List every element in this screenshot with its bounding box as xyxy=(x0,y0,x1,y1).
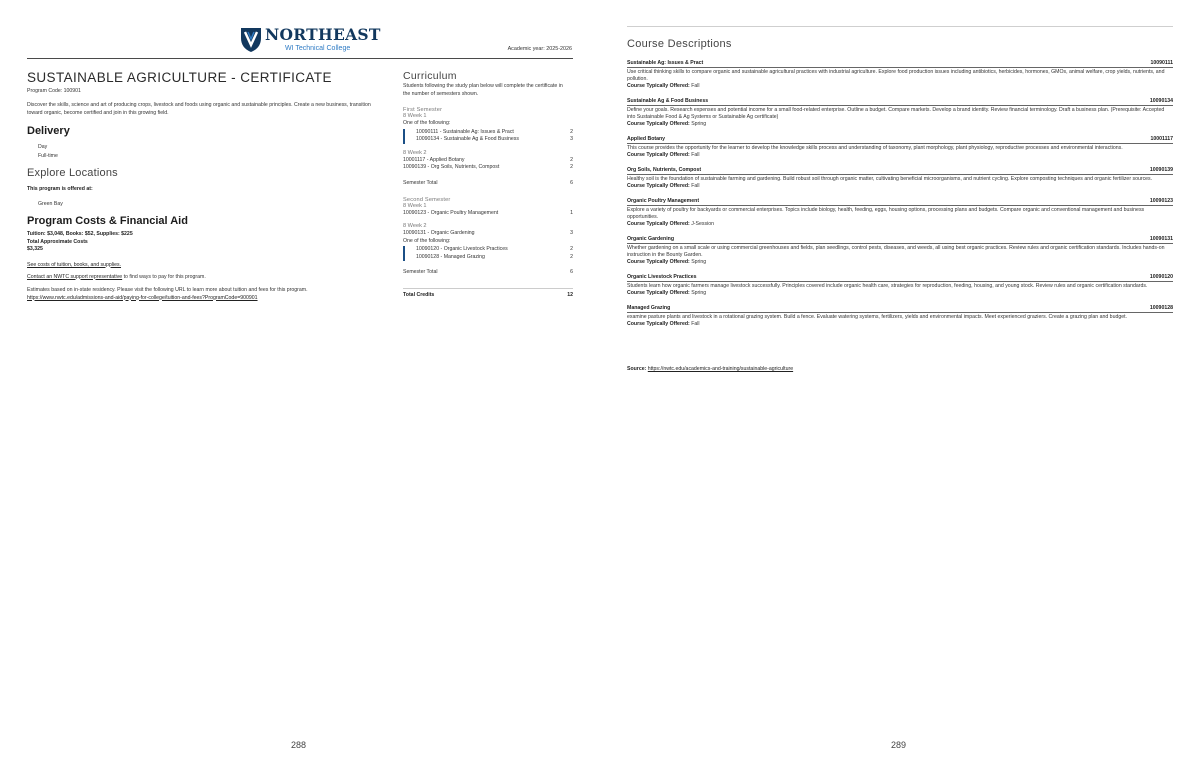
course-header xyxy=(627,274,1173,282)
course-entry xyxy=(627,167,1173,190)
offered-label: Course Typically Offered: xyxy=(627,83,690,89)
offered-term: Spring xyxy=(689,121,707,127)
offered-label: Course Typically Offered: xyxy=(627,183,690,189)
course-credits: 2 xyxy=(570,156,573,163)
first-semester-label: First Semester xyxy=(403,107,443,113)
course-offered xyxy=(627,259,1173,266)
offered-label: Course Typically Offered: xyxy=(627,121,690,127)
contact-support-text: to find ways to pay for this program. xyxy=(122,273,206,280)
course-entry xyxy=(627,136,1173,159)
course-credits: 1 xyxy=(570,209,573,216)
see-costs-link[interactable]: See costs of tuition, books, and supplies. xyxy=(27,261,122,268)
course-title: Managed Grazing xyxy=(627,305,671,311)
semester-total-value: 6 xyxy=(570,179,573,186)
logo-name: NORTHEAST xyxy=(265,25,381,45)
course-offered xyxy=(627,221,1173,228)
source-label: Source: xyxy=(627,366,647,372)
course-descriptions-heading: Course Descriptions xyxy=(627,38,732,50)
course-descriptions-list xyxy=(627,60,1173,336)
page-number-left: 288 xyxy=(291,740,307,750)
offered-label: Course Typically Offered: xyxy=(627,221,690,227)
course-title: Sustainable Ag: Issues & Pract xyxy=(627,60,704,66)
total-costs-label: Total Approximate Costs xyxy=(27,238,88,245)
estimates-text: Estimates based on in-state residency. Please visit the following URL to learn more about tuition and fees for this program. xyxy=(27,287,308,293)
course-description: Define your goals. Research expenses and potential income for a small food-related enterprise. Outline a budget. Compare markets. Develop a brand identity. Review financial terminology. Draft a business plan. (Prerequisite: Accepted into Sustainable Food & Ag Systems or Sustainable Ag certificate) xyxy=(627,107,1165,120)
one-of-label: One of the following: xyxy=(403,120,451,126)
college-logo xyxy=(240,26,381,53)
offered-term: Fall xyxy=(689,152,700,158)
contact-support-link[interactable]: Contact an NWTC support representative xyxy=(27,273,123,280)
program-title: SUSTAINABLE AGRICULTURE - CERTIFICATE xyxy=(27,70,332,85)
course-credits: 2 xyxy=(570,128,573,135)
total-costs-value: $3,325 xyxy=(27,246,43,252)
offered-label: Course Typically Offered: xyxy=(627,259,690,265)
course-name: 10090123 - Organic Poultry Management xyxy=(403,209,499,216)
course-entry xyxy=(627,305,1173,328)
course-description: Healthy soil is the foundation of sustainable farming and gardening. Build robust soil through organic matter, cultivating beneficial microorganisms, and nutrient cycling. Explore composting techniques and organic fertilizer sources. xyxy=(627,176,1153,182)
tuition-line: Tuition: $3,048, Books: $52, Supplies: $225 xyxy=(27,231,133,237)
course-row xyxy=(416,254,573,262)
course-code: 10090128 xyxy=(1149,305,1173,311)
location-item: Green Bay xyxy=(38,201,63,207)
offered-term: Spring xyxy=(689,290,707,296)
course-code: 10001117 xyxy=(1150,136,1173,142)
course-offered xyxy=(627,121,1173,128)
course-offered xyxy=(627,321,1173,328)
offered-term: Spring xyxy=(689,259,707,265)
course-offered xyxy=(627,290,1173,297)
course-offered xyxy=(627,183,1173,190)
course-header xyxy=(627,305,1173,313)
course-name: 10090120 - Organic Livestock Practices xyxy=(416,246,508,252)
offered-term: J-Session xyxy=(689,221,714,227)
course-description: Students learn how organic farmers manage livestock successfully. Principles covered include organic health care, strategies for reproduction, feeding, housing, and young stock. Review rules and organic certification standards. xyxy=(627,283,1148,289)
academic-year: Academic year: 2025-2026 xyxy=(507,46,572,52)
course-credits: 2 xyxy=(570,246,573,252)
course-header xyxy=(627,198,1173,206)
week-label: 8 Week 1 xyxy=(403,202,427,209)
shield-logo-icon xyxy=(240,26,262,53)
course-entry xyxy=(627,198,1173,228)
course-description: Explore a variety of poultry for backyards or commercial enterprises. Topics include biology, health, feeding, eggs, housing options, processing plans and budgets. Compare organic and conventional management and business opportunities. xyxy=(627,207,1145,220)
delivery-item: Full-time xyxy=(38,152,58,159)
course-title: Organic Gardening xyxy=(627,236,674,242)
semester-total-value: 6 xyxy=(570,269,573,275)
course-title: Org Soils, Nutrients, Compost xyxy=(627,167,702,173)
course-credits: 2 xyxy=(570,253,573,260)
course-row xyxy=(403,210,573,218)
course-entry xyxy=(627,274,1173,297)
course-offered xyxy=(627,152,1173,159)
course-title: Sustainable Ag & Food Business xyxy=(627,98,709,104)
costs-heading: Program Costs & Financial Aid xyxy=(27,215,188,227)
choice-group xyxy=(403,246,573,261)
week-label: 8 Week 1 xyxy=(403,113,427,119)
course-name: 10001117 - Applied Botany xyxy=(403,156,465,163)
semester-total-label: Semester Total xyxy=(403,179,438,186)
offered-term: Fall xyxy=(689,83,700,89)
semester-total-label: Semester Total xyxy=(403,269,438,275)
delivery-item: Day xyxy=(38,144,48,150)
logo-subtitle: WI Technical College xyxy=(285,44,351,52)
course-code: 10090131 xyxy=(1149,236,1173,242)
program-description: Discover the skills, science and art of producing crops, livestock and foods using organic and sustainable principles. Create a new business, transition toward organic, become certified and join in this growing field. xyxy=(27,102,371,116)
course-title: Organic Livestock Practices xyxy=(627,274,697,280)
course-header xyxy=(627,98,1173,106)
course-credits: 3 xyxy=(570,136,573,142)
course-entry xyxy=(627,98,1173,128)
course-description: Whether gardening on a small scale or using commercial greenhouses and fields, plan seedlings, control pests, diseases, and weeds, all using best organic practices. Review rules and organic certification standards. Includes hands-on instruction in the Bounty Garden. xyxy=(627,245,1165,258)
locations-heading: Explore Locations xyxy=(27,167,118,179)
program-overview xyxy=(27,70,387,301)
course-row xyxy=(416,136,573,144)
course-description: examine pasture plants and livestock in a rotational grazing system. Build a fence. Evaluate watering systems, fertilizers, yields and environmental impacts. Meet experienced graziers. Create a grazing plan and budget. xyxy=(627,314,1127,320)
course-row xyxy=(416,129,573,137)
page-number-right: 289 xyxy=(891,740,907,750)
right-page-divider xyxy=(627,26,1173,27)
course-credits: 2 xyxy=(570,164,573,170)
offered-label: Course Typically Offered: xyxy=(627,321,690,327)
total-credits-label: Total Credits xyxy=(403,292,435,298)
course-description: Use critical thinking skills to compare organic and sustainable agricultural practices with industrial agriculture. Explore food production issues including antibiotics, herbicides, hormones, GMOs, animal welfare, crop yields, nutrients, and pollution. xyxy=(627,69,1165,82)
tuition-fees-url[interactable]: https://www.nwtc.edu/admissions-and-aid/paying-for-college/tuition-and-fees?ProgramCode=900901 xyxy=(27,294,258,301)
course-code: 10090120 xyxy=(1149,274,1173,280)
course-code: 10090111 xyxy=(1150,60,1173,66)
one-of-label: One of the following: xyxy=(403,237,451,244)
total-credits-value: 12 xyxy=(567,292,573,298)
course-entry xyxy=(627,236,1173,266)
course-name: 10090111 - Sustainable Ag: Issues & Pract xyxy=(416,128,514,135)
offered-at-label: This program is offered at: xyxy=(27,186,93,192)
offered-label: Course Typically Offered: xyxy=(627,290,690,296)
header-divider xyxy=(27,58,573,59)
curriculum-panel xyxy=(403,70,573,298)
total-credits xyxy=(403,288,573,298)
source-url[interactable]: https://nwtc.edu/academics-and-training/sustainable-agriculture xyxy=(647,366,794,372)
source-line xyxy=(627,366,793,372)
delivery-list xyxy=(27,143,387,160)
course-header xyxy=(627,167,1173,175)
offered-label: Course Typically Offered: xyxy=(627,152,690,158)
course-code: 10090134 xyxy=(1149,98,1173,104)
course-row xyxy=(403,157,573,165)
week-label: 8 Week 2 xyxy=(403,149,427,156)
course-offered xyxy=(627,83,1173,90)
offered-term: Fall xyxy=(689,183,700,189)
course-description: This course provides the opportunity for the learner to develop the knowledge skills process and understanding of taxonomy, plant morphology, plant physiology, reproductive processes and environmental interactions. xyxy=(627,145,1123,151)
course-row xyxy=(403,230,573,238)
course-header xyxy=(627,136,1173,144)
course-name: 10090131 - Organic Gardening xyxy=(403,230,475,236)
course-code: 10090139 xyxy=(1149,167,1173,173)
course-name: 10090128 - Managed Grazing xyxy=(416,253,485,260)
delivery-heading: Delivery xyxy=(27,125,70,137)
course-header xyxy=(627,236,1173,244)
course-row xyxy=(416,246,573,254)
course-credits: 3 xyxy=(570,230,573,236)
course-header xyxy=(627,60,1173,68)
choice-group xyxy=(403,129,573,144)
course-title: Organic Poultry Management xyxy=(627,198,700,204)
curriculum-intro: Students following the study plan below will complete the certificate in the number of semesters shown. xyxy=(403,83,563,97)
course-title: Applied Botany xyxy=(627,136,666,142)
semester-total xyxy=(403,180,573,186)
offered-term: Fall xyxy=(689,321,700,327)
course-name: 10090134 - Sustainable Ag & Food Business xyxy=(416,136,519,142)
course-name: 10090139 - Org Soils, Nutrients, Compost xyxy=(403,164,500,170)
program-code: Program Code: 100901 xyxy=(27,88,81,94)
curriculum-heading: Curriculum xyxy=(403,70,457,82)
course-row xyxy=(403,164,573,172)
week-label: 8 Week 2 xyxy=(403,223,427,229)
semester-total xyxy=(403,269,573,275)
second-semester-label: Second Semester xyxy=(403,196,451,203)
course-code: 10090123 xyxy=(1149,198,1173,204)
course-entry xyxy=(627,60,1173,90)
